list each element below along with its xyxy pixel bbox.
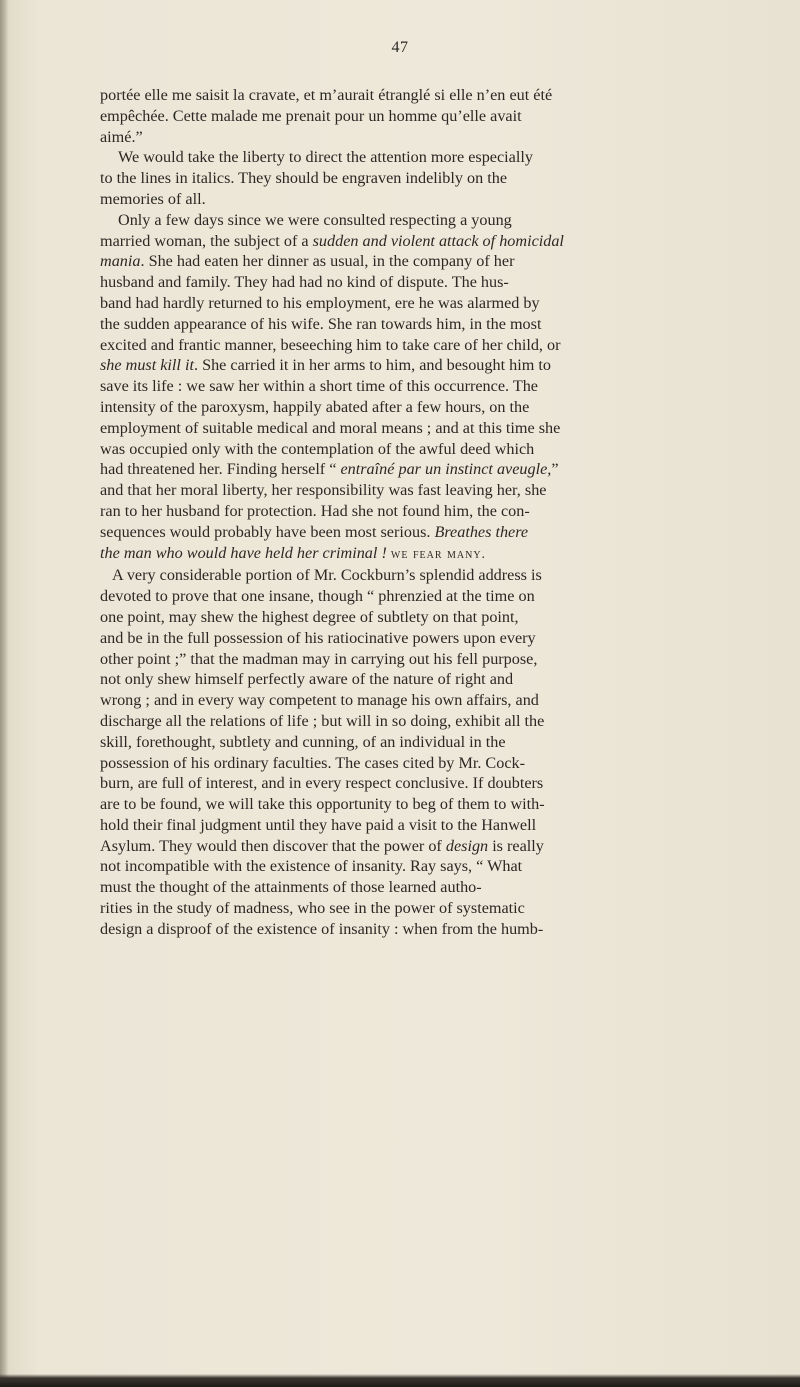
text-line: are to be found, we will take this opportunity to beg of them to with-: [100, 795, 545, 814]
text-line: and that her moral liberty, her responsibility was fast leaving her, she: [100, 481, 547, 500]
text-line: save its life : we saw her within a short time of this occurrence. The: [100, 377, 538, 396]
text-line: wrong ; and in every way competent to manage his own affairs, and: [100, 691, 539, 710]
page-binding-shadow: [0, 0, 8, 1387]
italic-emphasis: sudden and violent attack of homicidal: [312, 231, 564, 250]
text-line: other point ;” that the madman may in carrying out his fell purpose,: [100, 649, 538, 668]
text-line: had threatened her. Finding herself “ entraîné par un instinct aveugle,”: [100, 460, 559, 479]
text-line: to the lines in italics. They should be engraven indelibly on the: [100, 169, 508, 188]
text-line: rities in the study of madness, who see in the power of systematic: [100, 899, 525, 918]
text-line: skill, forethought, subtlety and cunning, of an individual in the: [100, 732, 506, 751]
text-line: married woman, the subject of a sudden and violent attack of homicidal: [100, 231, 564, 250]
text-line: ran to her husband for protection. Had she not found him, the con-: [100, 501, 530, 520]
text-line: and be in the full possession of his ratiocinative powers upon every: [100, 628, 536, 647]
text-line: burn, are full of interest, and in every respect conclusive. If doubters: [100, 774, 544, 793]
text-line: band had hardly returned to his employment, ere he was alarmed by: [100, 293, 540, 312]
text-line: she must kill it. She carried it in her arms to him, and besought him to: [100, 356, 551, 375]
text-line: [100, 543, 800, 566]
text-line: empêchée. Cette malade me prenait pour un homme qu’elle avait: [100, 106, 522, 125]
text-line: the sudden appearance of his wife. She ran towards him, in the most: [100, 314, 542, 333]
text-line: devoted to prove that one insane, though “ phrenzied at the time on: [100, 587, 535, 606]
text-line: not only shew himself perfectly aware of the nature of right and: [100, 670, 514, 689]
small-caps-text: we fear many.: [390, 546, 487, 562]
text-line: was occupied only with the contemplation of the awful deed which: [100, 439, 535, 458]
italic-emphasis: she must kill it: [100, 356, 194, 375]
paragraph-start-line: We would take the liberty to direct the attention more especially: [118, 148, 533, 167]
text-line: discharge all the relations of life ; but will in so doing, exhibit all the: [100, 711, 545, 730]
italic-emphasis: entraîné par un instinct aveugle,: [340, 460, 552, 479]
italic-emphasis: the man who would have held her criminal !: [100, 543, 387, 562]
paragraph-start-line: Only a few days since we were consulted respecting a young: [118, 210, 512, 229]
italic-emphasis: design: [445, 836, 489, 855]
paragraph-start-line: A very considerable portion of Mr. Cockburn’s splendid address is: [112, 566, 542, 585]
text-line: hold their final judgment until they have paid a visit to the Hanwell: [100, 815, 537, 834]
text-line: design a disproof of the existence of insanity : when from the humb-: [100, 919, 544, 938]
text-line: sequences would probably have been most serious. Breathes there: [100, 522, 529, 541]
text-line: excited and frantic manner, beseeching him to take care of her child, or: [100, 335, 561, 354]
text-line: memories of all.: [100, 189, 206, 208]
text-line: portée elle me saisit la cravate, et m’aurait étranglé si elle n’en eut été: [100, 86, 553, 104]
text-line: intensity of the paroxysm, happily abated after a few hours, on the: [100, 397, 530, 416]
text-line: possession of his ordinary faculties. The cases cited by Mr. Cock-: [100, 753, 525, 772]
text-line: not incompatible with the existence of insanity. Ray says, “ What: [100, 857, 523, 876]
text-line: must the thought of the attainments of those learned autho-: [100, 878, 482, 897]
text-line: husband and family. They had had no kind of dispute. The hus-: [100, 273, 509, 292]
text-line: mania. She had eaten her dinner as usual, in the company of her: [100, 252, 515, 271]
page-bottom-edge: [0, 1374, 800, 1387]
text-line: Asylum. They would then discover that the power of design is really: [100, 836, 544, 855]
page-number: 47: [391, 39, 409, 56]
italic-emphasis: mania: [100, 252, 141, 271]
text-line: one point, may shew the highest degree of subtlety on that point,: [100, 607, 519, 626]
text-line: employment of suitable medical and moral means ; and at this time she: [100, 418, 561, 437]
text-line: aimé.”: [100, 127, 143, 146]
body-text: [100, 85, 800, 940]
italic-emphasis: Breathes there: [434, 522, 529, 541]
